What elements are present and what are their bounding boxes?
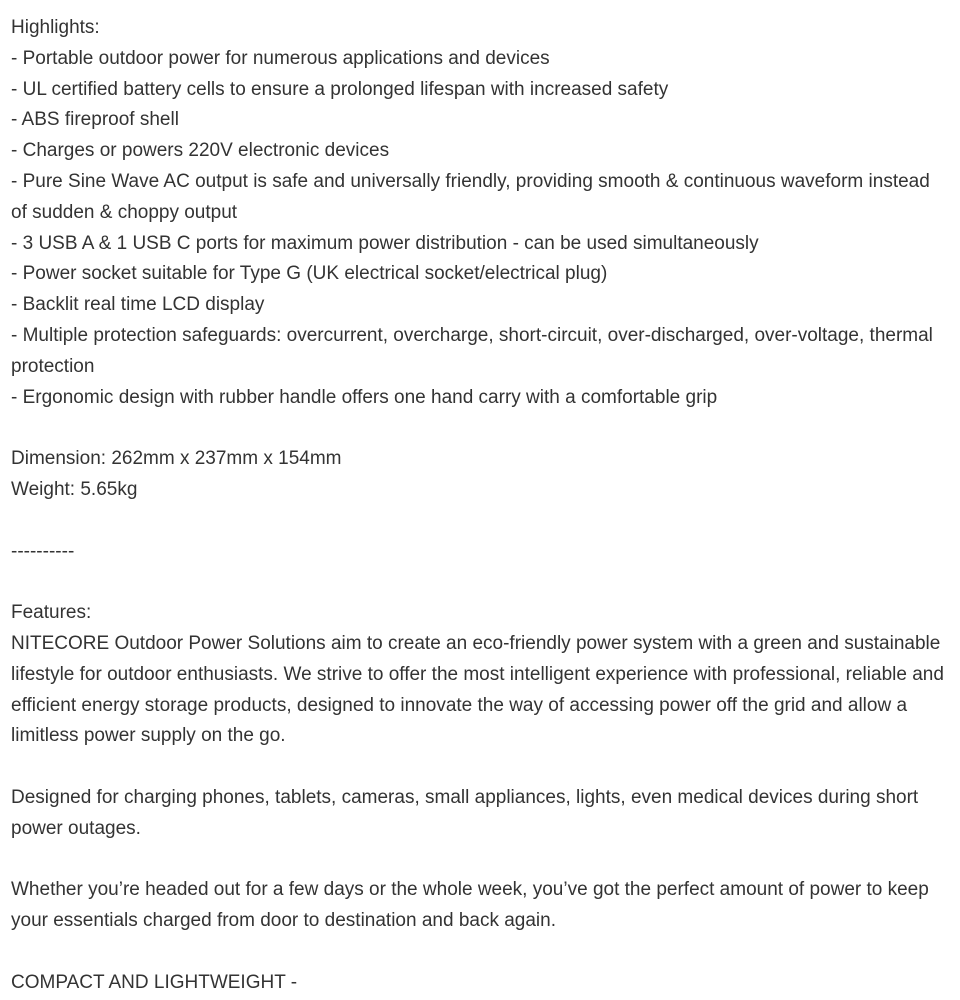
features-paragraph: Designed for charging phones, tablets, cameras, small appliances, lights, even medical devices during short power outages. xyxy=(11,786,919,839)
features-heading: Features: xyxy=(11,602,92,624)
features-paragraph: NITECORE Outdoor Power Solutions aim to create an eco-friendly power system with a green and sustainable lifestyle for outdoor enthusiasts. We strive to offer the most intelligent experience with professional, reliable and efficient energy storage products, designed to innovate the way of accessing power off the grid and allow a limitless power supply on the go. xyxy=(11,632,944,747)
spacer xyxy=(11,937,946,968)
highlights-heading: Highlights: xyxy=(11,17,100,38)
separator-line: ---------- xyxy=(11,540,75,562)
spacer xyxy=(11,567,946,598)
highlight-item: - UL certified battery cells to ensure a prolonged lifespan with increased safety xyxy=(11,78,669,100)
spacer xyxy=(11,845,946,876)
highlight-item: - Power socket suitable for Type G (UK electrical socket/electrical plug) xyxy=(11,263,608,285)
spec-weight: Weight: 5.65kg xyxy=(11,478,138,500)
highlight-item: - Backlit real time LCD display xyxy=(11,294,265,316)
features-subheading: COMPACT AND LIGHTWEIGHT - xyxy=(11,971,298,993)
highlight-item: - Multiple protection safeguards: overcurrent, overcharge, short-circuit, over-discharged, over-voltage, thermal protection xyxy=(11,324,933,377)
spec-dimension: Dimension: 262mm x 237mm x 154mm xyxy=(11,448,342,470)
features-paragraph: Whether you’re headed out for a few days or the whole week, you’ve got the perfect amount of power to keep your essentials charged from door to destination and back again. xyxy=(11,879,929,932)
spacer xyxy=(11,506,946,537)
highlight-item: - Charges or powers 220V electronic devices xyxy=(11,140,390,162)
highlight-item: - Portable outdoor power for numerous applications and devices xyxy=(11,47,550,69)
highlight-item: - Pure Sine Wave AC output is safe and universally friendly, providing smooth & continuous waveform instead of sudden & choppy output xyxy=(11,170,930,223)
highlight-item: - ABS fireproof shell xyxy=(11,109,179,131)
spacer xyxy=(11,752,946,783)
product-description xyxy=(11,13,946,999)
highlight-item: - 3 USB A & 1 USB C ports for maximum power distribution - can be used simultaneously xyxy=(11,232,759,254)
highlight-item: - Ergonomic design with rubber handle offers one hand carry with a comfortable grip xyxy=(11,386,718,408)
spacer xyxy=(11,413,946,444)
